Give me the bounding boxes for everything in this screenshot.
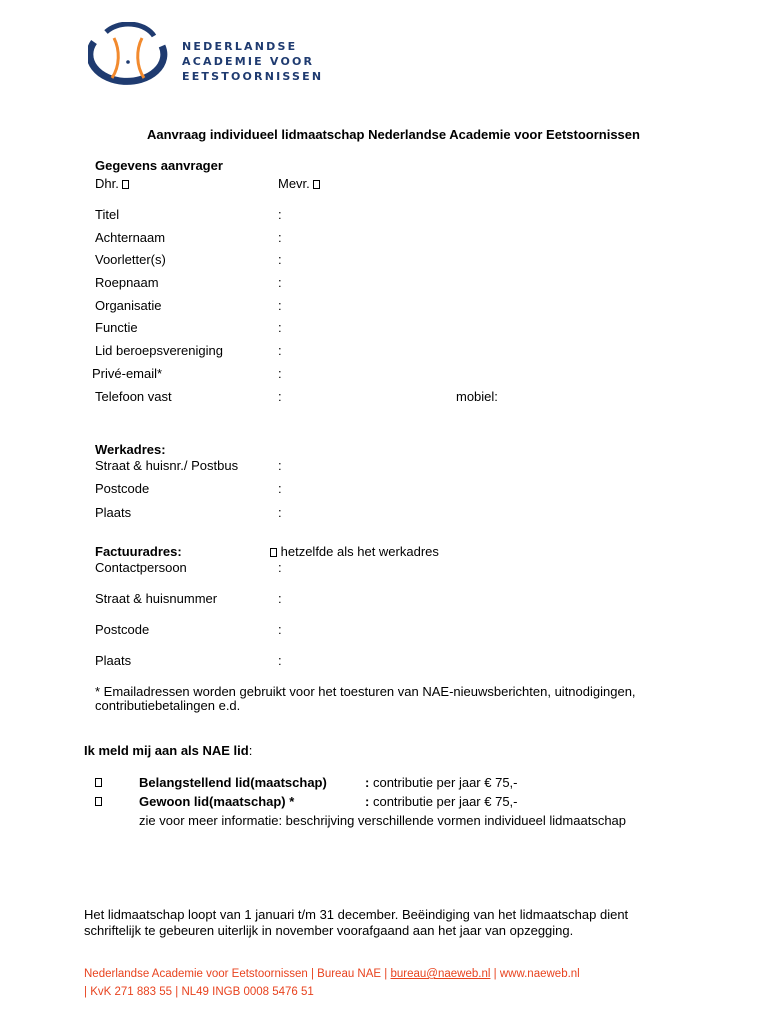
membership-option-fee <box>365 794 518 809</box>
field-label: Titel <box>95 207 120 222</box>
logo-line-3: EETSTOORNISSEN <box>182 70 324 83</box>
footer-sep: | <box>384 968 388 980</box>
field-label: Straat & huisnr./ Postbus <box>95 458 239 473</box>
field-colon: : <box>278 505 282 520</box>
work-address-heading: Werkadres: <box>95 442 166 457</box>
field-label: Lid beroepsvereniging <box>95 343 223 358</box>
footer-line-2 <box>84 986 314 998</box>
mevr-label: Mevr. <box>278 176 310 191</box>
dhr-option[interactable] <box>95 176 129 191</box>
field-label: Contactpersoon <box>95 560 187 575</box>
field-colon: : <box>278 591 282 606</box>
fee-colon: : <box>365 794 370 809</box>
membership-heading <box>84 743 252 758</box>
mobile-label: mobiel: <box>456 389 498 404</box>
field-label: Postcode <box>95 481 150 496</box>
footer-sep: | <box>493 968 497 980</box>
footer-sep: | <box>84 986 87 998</box>
field-colon: : <box>278 298 282 313</box>
footer-sep: | <box>175 986 179 998</box>
applicant-heading: Gegevens aanvrager <box>95 158 223 173</box>
field-label: Telefoon vast <box>95 389 172 404</box>
page-title: Aanvraag individueel lidmaatschap Nederlandse Academie voor Eetstoornissen <box>147 127 640 142</box>
footer-email-link[interactable]: bureau@naeweb.nl <box>390 968 491 980</box>
fee-text: contributie per jaar € 75,- <box>372 794 518 809</box>
field-label: Voorletter(s) <box>95 252 166 267</box>
membership-heading-text: Ik meld mij aan als NAE lid <box>84 743 249 758</box>
email-note: * Emailadressen worden gebruikt voor het toesturen van NAE-nieuwsberichten, uitnodigingen, <box>95 684 636 699</box>
field-colon: : <box>278 481 282 496</box>
field-label: Functie <box>95 320 138 335</box>
footer-iban: NL49 INGB 0008 5476 51 <box>181 986 314 998</box>
field-label: Roepnaam <box>95 275 159 290</box>
email-note-cont: contributiebetalingen e.d. <box>95 698 241 713</box>
field-label: Privé-email* <box>92 366 163 381</box>
field-label: Organisatie <box>95 298 162 313</box>
field-label: Plaats <box>95 653 132 668</box>
invoice-address-heading: Factuuradres: <box>95 544 182 559</box>
term-text: Het lidmaatschap loopt van 1 januari t/m 31 december. Beëindiging van het lidmaatschap dient <box>84 907 629 922</box>
same-as-work-option[interactable] <box>270 544 439 559</box>
field-colon: : <box>278 320 282 335</box>
same-as-work-label: hetzelfde als het werkadres <box>280 544 439 559</box>
fee-colon: : <box>365 775 370 790</box>
field-colon: : <box>278 560 282 575</box>
footer-bureau: Bureau NAE <box>317 968 382 980</box>
membership-option-name: Belangstellend lid(maatschap) <box>139 775 327 790</box>
mevr-checkbox[interactable] <box>313 180 320 189</box>
membership-option-name: Gewoon lid(maatschap) * <box>139 794 295 809</box>
field-colon: : <box>278 653 282 668</box>
membership-option-fee <box>365 775 518 790</box>
logo-mark <box>88 22 168 88</box>
mevr-option[interactable] <box>278 176 320 191</box>
footer-kvk: KvK 271 883 55 <box>90 986 173 998</box>
logo-line-1: NEDERLANDSE <box>182 40 298 53</box>
dhr-checkbox[interactable] <box>122 180 129 189</box>
field-label: Straat & huisnummer <box>95 591 218 606</box>
field-colon: : <box>278 458 282 473</box>
field-label: Plaats <box>95 505 132 520</box>
membership-heading-suffix: : <box>248 743 253 758</box>
field-colon: : <box>278 275 282 290</box>
same-as-work-checkbox[interactable] <box>270 548 277 557</box>
logo-line-2: ACADEMIE VOOR <box>182 55 315 68</box>
footer-org: Nederlandse Academie voor Eetstoornissen <box>84 968 308 980</box>
dhr-label: Dhr. <box>95 176 119 191</box>
field-label: Postcode <box>95 622 150 637</box>
term-text-cont: schriftelijk te gebeuren uiterlijk in november voorafgaand aan het jaar van opzegging. <box>84 923 574 938</box>
footer-sep: | <box>310 968 314 980</box>
field-colon: : <box>278 230 282 245</box>
field-colon: : <box>278 622 282 637</box>
footer-website[interactable]: www.naeweb.nl <box>499 968 580 980</box>
field-colon: : <box>278 252 282 267</box>
membership-info: zie voor meer informatie: beschrijving verschillende vormen individueel lidmaatschap <box>139 813 627 828</box>
membership-checkbox-interested[interactable] <box>95 778 102 787</box>
field-colon: : <box>278 366 282 381</box>
field-colon: : <box>278 389 282 404</box>
field-colon: : <box>278 207 282 222</box>
field-colon: : <box>278 343 282 358</box>
membership-checkbox-regular[interactable] <box>95 797 102 806</box>
fee-text: contributie per jaar € 75,- <box>372 775 518 790</box>
footer-line-1 <box>84 968 580 980</box>
field-label: Achternaam <box>95 230 166 245</box>
